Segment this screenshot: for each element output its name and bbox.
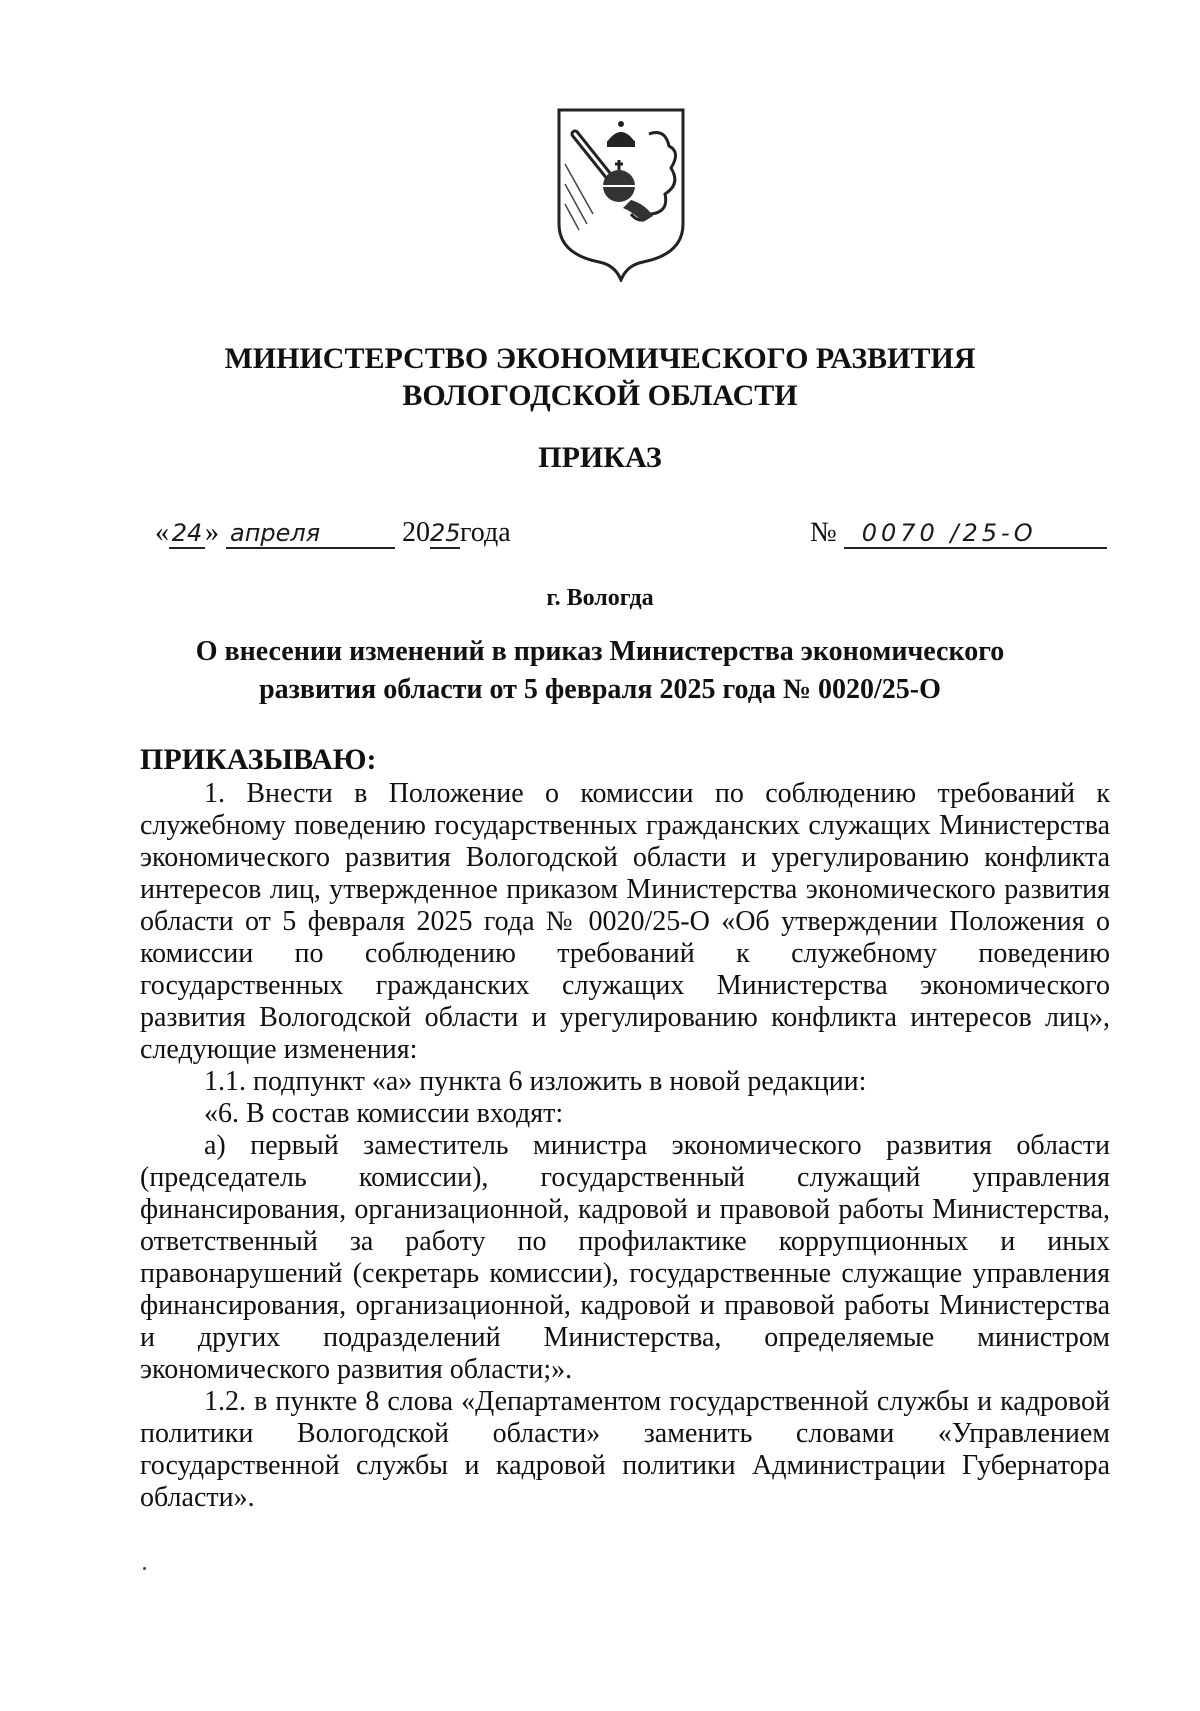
ministry-name (0, 340, 1200, 414)
date-close-quote: » (205, 517, 219, 548)
paragraph-1-1: 1.1. подпункт «а» пункта 6 изложить в новой редакции: (204, 1066, 867, 1097)
ministry-name-line2: ВОЛОГОДСКОЙ ОБЛАСТИ (402, 379, 798, 412)
paragraph-6-intro: «6. В состав комиссии входят: (204, 1098, 564, 1129)
city-name: г. Вологда (546, 585, 654, 611)
order-date (155, 516, 511, 550)
date-year-word: года (460, 517, 511, 548)
order-number (810, 516, 1107, 550)
scan-speck (143, 1567, 146, 1570)
date-year-prefix: 20 (402, 517, 430, 548)
paragraph-6a: а) первый заместитель министра экономического развития области (председатель комиссии), государственный служащий управления финансирования, организационной, кадровой и правовой работы Министерства, ответственный за работу по профилактике коррупционных и иных правонарушений (секретарь комиссии), государственные служащие управления финансирования, организационной, кадровой и правовой работы Министерства и других подразделений Министерства, определяемые министром экономического развития области;». (140, 1130, 1110, 1385)
paragraph-1-2: 1.2. в пункте 8 слова «Департаментом государственной службы и кадровой политики Вологодской области» заменить словами «Управлением государственной службы и кадровой политики Администрации Губернатора области». (140, 1386, 1110, 1513)
order-heading: ПРИКАЗЫВАЮ: (140, 743, 377, 776)
ministry-name-line1: МИНИСТЕРСТВО ЭКОНОМИЧЕСКОГО РАЗВИТИЯ (224, 342, 976, 375)
order-title: ПРИКАЗ (538, 441, 662, 474)
number-value-handwritten: 0070 /25-О (844, 519, 1107, 549)
date-year-handwritten: 25 (430, 519, 461, 547)
paragraph-1: 1. Внести в Положение о комиссии по соблюдению требований к служебному поведению государственных гражданских служащих Министерства экономического развития Вологодской области и урегулированию конфликта интересов лиц, утвержденное приказом Министерства экономического развития области от 5 февраля 2025 года № 0020/25-О «Об утверждении Положения о комиссии по соблюдению требований к служебному поведению государственных гражданских служащих Министерства экономического развития Вологодской области и урегулированию конфликта интересов лиц», следующие изменения: (140, 778, 1110, 1065)
order-body (140, 742, 1110, 1514)
coat-of-arms-emblem (553, 104, 689, 282)
date-month-handwritten: апреля (226, 519, 395, 549)
subject-line1: О внесении изменений в приказ Министерства экономического (195, 636, 1005, 667)
date-open-quote: « (155, 517, 169, 548)
number-sign: № (810, 517, 837, 548)
order-subject (0, 633, 1200, 709)
date-day-handwritten: 24 (169, 519, 205, 549)
subject-line2: развития области от 5 февраля 2025 года № 0020/25-О (259, 674, 941, 705)
